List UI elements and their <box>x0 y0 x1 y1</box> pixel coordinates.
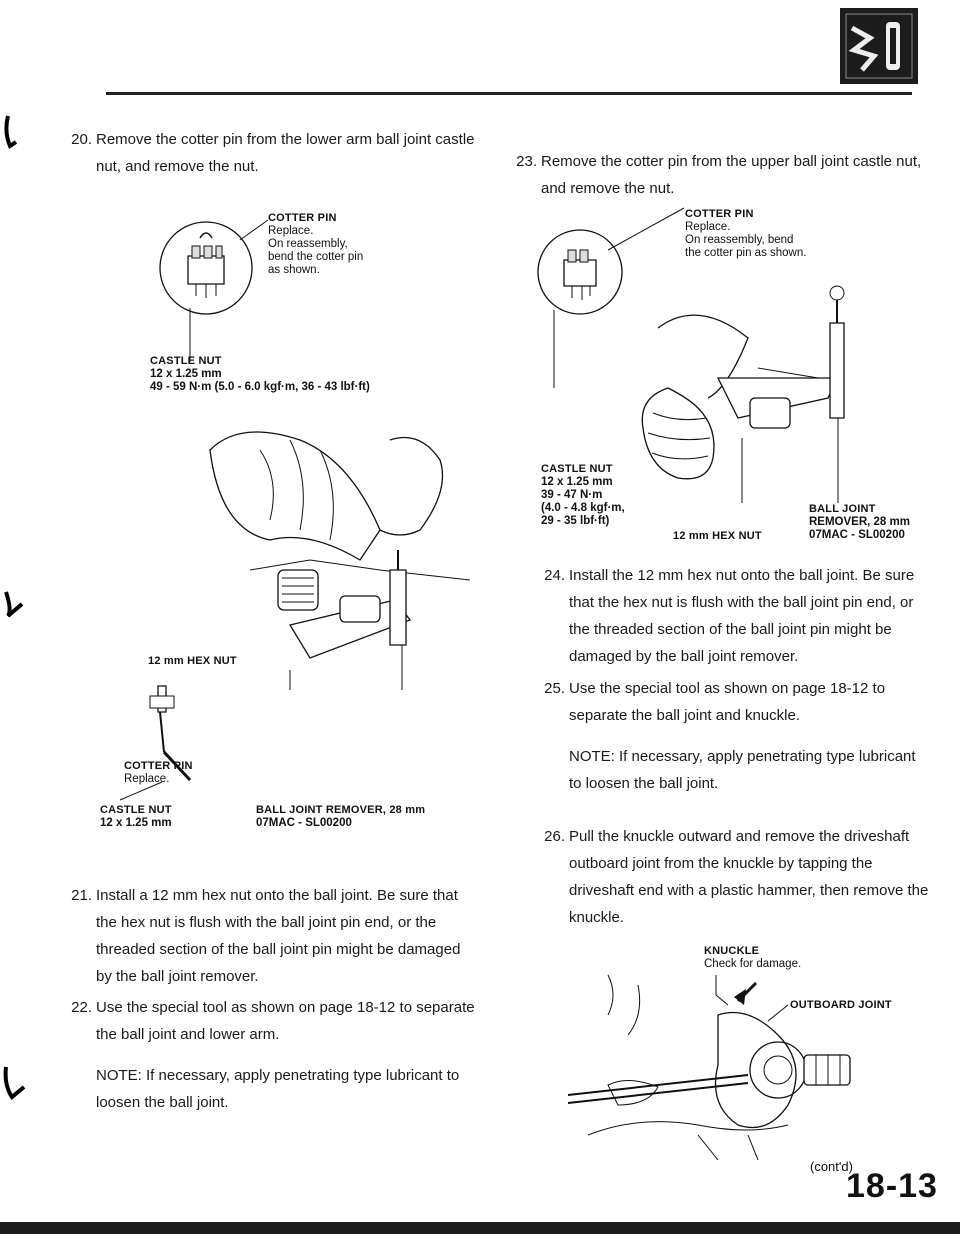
step-text: Install the 12 mm hex nut onto the ball joint. Be sure that the hex nut is flush with the ball joint pin end, or the threaded section of the ball joint pin might be damaged by the ball joint remover. <box>569 567 915 665</box>
knuckle-callout: KNUCKLE Check for damage. <box>704 945 802 970</box>
step-26: 26. Pull the knuckle outward and remove the driveshaft outboard joint from the knuckle by tapping the driveshaft end with a plastic hammer, then remove the knuckle. <box>569 823 929 931</box>
hex-nut-label: 12 mm HEX NUT <box>148 655 237 667</box>
step-21: 21. Install a 12 mm hex nut onto the ball joint. Be sure that the hex nut is flush with the ball joint pin end, or the threaded section of the ball joint pin might be damaged by the ball joint remover. <box>96 882 476 990</box>
outboard-joint-label: OUTBOARD JOINT <box>790 999 892 1011</box>
header-rule <box>106 92 912 95</box>
lower-ball-joint-illustration <box>190 420 490 690</box>
suspension-section-icon <box>840 8 918 84</box>
ball-joint-remover-label-upper: BALL JOINT REMOVER, 28 mm 07MAC - SL00200 <box>809 503 910 541</box>
step-20: 20. Remove the cotter pin from the lower arm ball joint castle nut, and remove the nut. <box>96 126 476 180</box>
cotter-pin-label: COTTER PIN Replace. <box>124 760 193 785</box>
binding-mark-icon <box>2 1063 42 1103</box>
knuckle-driveshaft-illustration <box>548 975 888 1165</box>
binding-mark-icon <box>2 586 42 626</box>
castle-nut-label: CASTLE NUT 12 x 1.25 mm <box>100 804 172 829</box>
footer-rule <box>0 1222 960 1234</box>
page-number: 18-13 <box>846 1167 938 1205</box>
step-23: 23. Remove the cotter pin from the upper ball joint castle nut, and remove the nut. <box>541 148 931 202</box>
step-text: Use the special tool as shown on page 18-12 to separate the ball joint and lower arm. <box>96 999 475 1043</box>
castle-nut-callout: CASTLE NUT 12 x 1.25 mm 49 - 59 N·m (5.0 - 6.0 kgf·m, 36 - 43 lbf·ft) <box>150 355 370 393</box>
step-25: 25. Use the special tool as shown on page 18-12 to separate the ball joint and knuckle. NOTE: If necessary, apply penetrating type lubricant to loosen the ball joint. <box>569 675 929 797</box>
castle-nut-detail-illustration <box>150 198 270 368</box>
ball-joint-remover-label: BALL JOINT REMOVER, 28 mm 07MAC - SL00200 <box>256 804 426 829</box>
cotter-pin-callout: COTTER PIN Replace. On reassembly, bend the cotter pin as shown. <box>268 212 364 276</box>
binding-mark-icon <box>2 112 42 152</box>
step-text: Install a 12 mm hex nut onto the ball joint. Be sure that the hex nut is flush with the ball joint pin end, or the threaded section of the ball joint pin might be damaged by the ball joint remover. <box>96 887 461 985</box>
step-text: Pull the knuckle outward and remove the driveshaft outboard joint from the knuckle by tapping the driveshaft end with a plastic hammer, then remove the knuckle. <box>569 828 929 926</box>
step-22: 22. Use the special tool as shown on page 18-12 to separate the ball joint and lower arm. NOTE: If necessary, apply penetrating type lubricant to loosen the ball joint. <box>96 994 476 1116</box>
castle-nut-callout-upper: CASTLE NUT 12 x 1.25 mm 39 - 47 N·m (4.0 - 4.8 kgf·m, 29 - 35 lbf·ft) <box>541 463 625 527</box>
continued-label: (cont'd) <box>810 1159 853 1174</box>
step-text: Use the special tool as shown on page 18-12 to separate the ball joint and knuckle. <box>569 680 886 724</box>
step-text: Remove the cotter pin from the lower arm ball joint castle nut, and remove the nut. <box>96 131 475 175</box>
note-text: NOTE: If necessary, apply penetrating type lubricant to loosen the ball joint. <box>569 748 916 792</box>
note-text: NOTE: If necessary, apply penetrating type lubricant to loosen the ball joint. <box>96 1067 460 1111</box>
hex-nut-label-upper: 12 mm HEX NUT <box>673 530 762 542</box>
step-text: Remove the cotter pin from the upper ball joint castle nut, and remove the nut. <box>541 153 922 197</box>
step-24: 24. Install the 12 mm hex nut onto the ball joint. Be sure that the hex nut is flush with the ball joint pin end, or the threaded section of the ball joint pin might be damaged by the ball joint remover. <box>569 562 929 670</box>
cotter-pin-callout-upper: COTTER PIN Replace. On reassembly, bend the cotter pin as shown. <box>685 208 807 259</box>
